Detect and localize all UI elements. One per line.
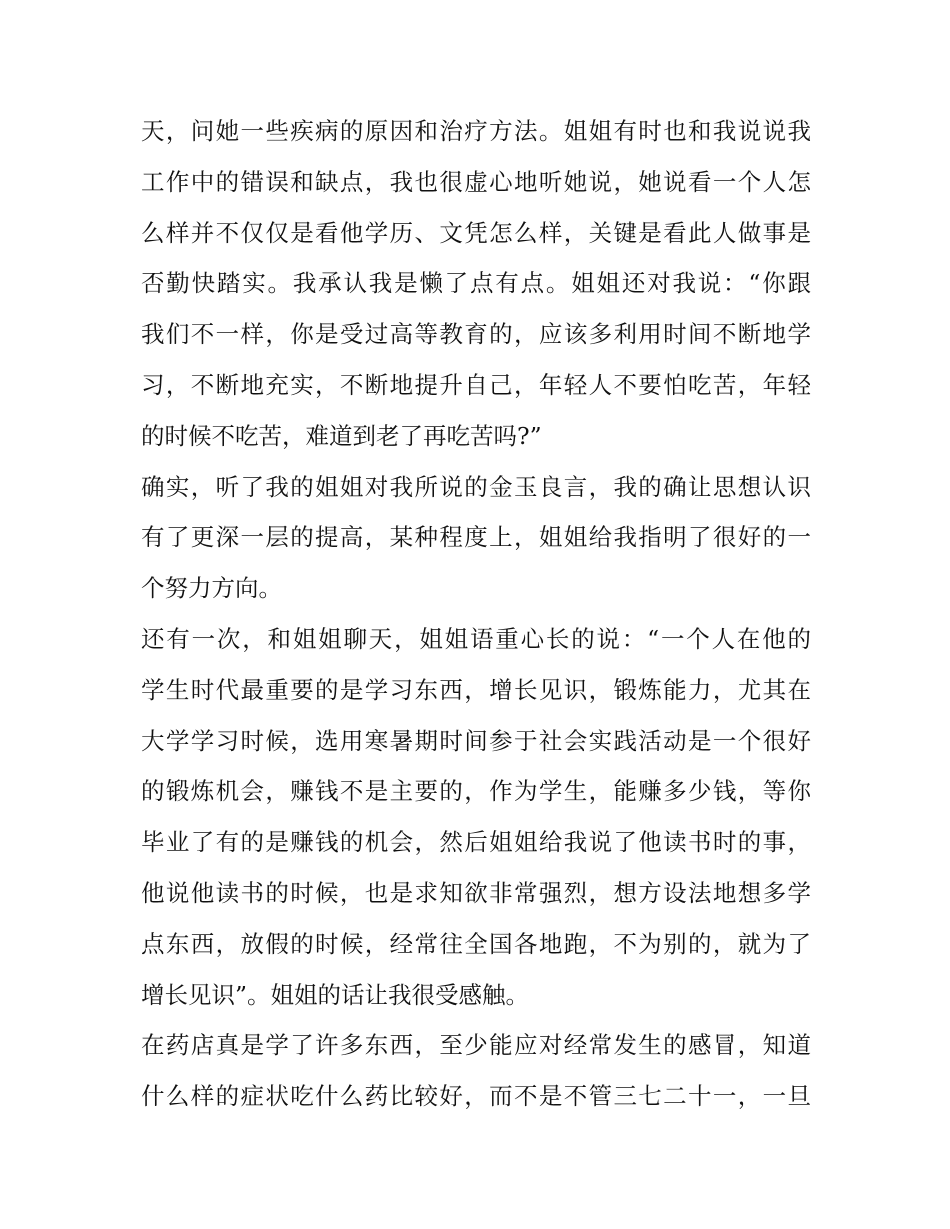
text-line: 还有一次，和姐姐聊天，姐姐语重心长的说：“一个人在他的 xyxy=(141,624,811,653)
text-line: 我们不一样，你是受过高等教育的，应该多利用时间不断地学 xyxy=(141,320,811,349)
text-line: 天，问她一些疾病的原因和治疗方法。姐姐有时也和我说说我 xyxy=(141,117,811,145)
text-line: 毕业了有的是赚钱的机会，然后姐姐给我说了他读书时的事， xyxy=(141,828,811,857)
text-line: 在药店真是学了许多东西，至少能应对经常发生的感冒，知道 xyxy=(141,1031,811,1060)
text-line: 的锻炼机会，赚钱不是主要的，作为学生，能赚多少钱，等你 xyxy=(141,777,811,806)
text-line: 大学学习时候，选用寒暑期时间参于社会实践活动是一个很好 xyxy=(141,726,811,755)
text-line: 个努力方向。 xyxy=(141,574,282,603)
text-line: 什么样的症状吃什么药比较好，而不是不管三七二十一，一旦 xyxy=(141,1082,811,1111)
text-line: 否勤快踏实。我承认我是懒了点有点。姐姐还对我说：“你跟 xyxy=(141,269,811,298)
paragraph-3 xyxy=(141,614,811,1020)
text-line: 习，不断地充实，不断地提升自己，年轻人不要怕吃苦，年轻 xyxy=(141,370,811,399)
text-line: 他说他读书的时候，也是求知欲非常强烈，想方设法地想多学 xyxy=(141,878,811,907)
text-line: 工作中的错误和缺点，我也很虚心地听她说，她说看一个人怎 xyxy=(141,167,811,196)
text-line: 确实，听了我的姐姐对我所说的金玉良言，我的确让思想认识 xyxy=(141,472,811,501)
text-line: 增长见识”。姐姐的话让我很受感触。 xyxy=(141,980,530,1009)
text-line: 的时候不吃苦，难道到老了再吃苦吗?” xyxy=(141,421,542,450)
paragraph-4 xyxy=(141,1020,811,1122)
paragraph-2 xyxy=(141,462,811,614)
paragraph-1 xyxy=(141,106,811,462)
text-line: 学生时代最重要的是学习东西，增长见识，锻炼能力，尤其在 xyxy=(141,675,811,704)
text-line: 有了更深一层的提高，某种程度上，姐姐给我指明了很好的一 xyxy=(141,523,811,552)
text-line: 点东西，放假的时候，经常往全国各地跑，不为别的，就为了 xyxy=(141,929,811,958)
document-body xyxy=(141,106,811,1122)
text-line: 么样并不仅仅是看他学历、文凭怎么样，关键是看此人做事是 xyxy=(141,218,811,247)
